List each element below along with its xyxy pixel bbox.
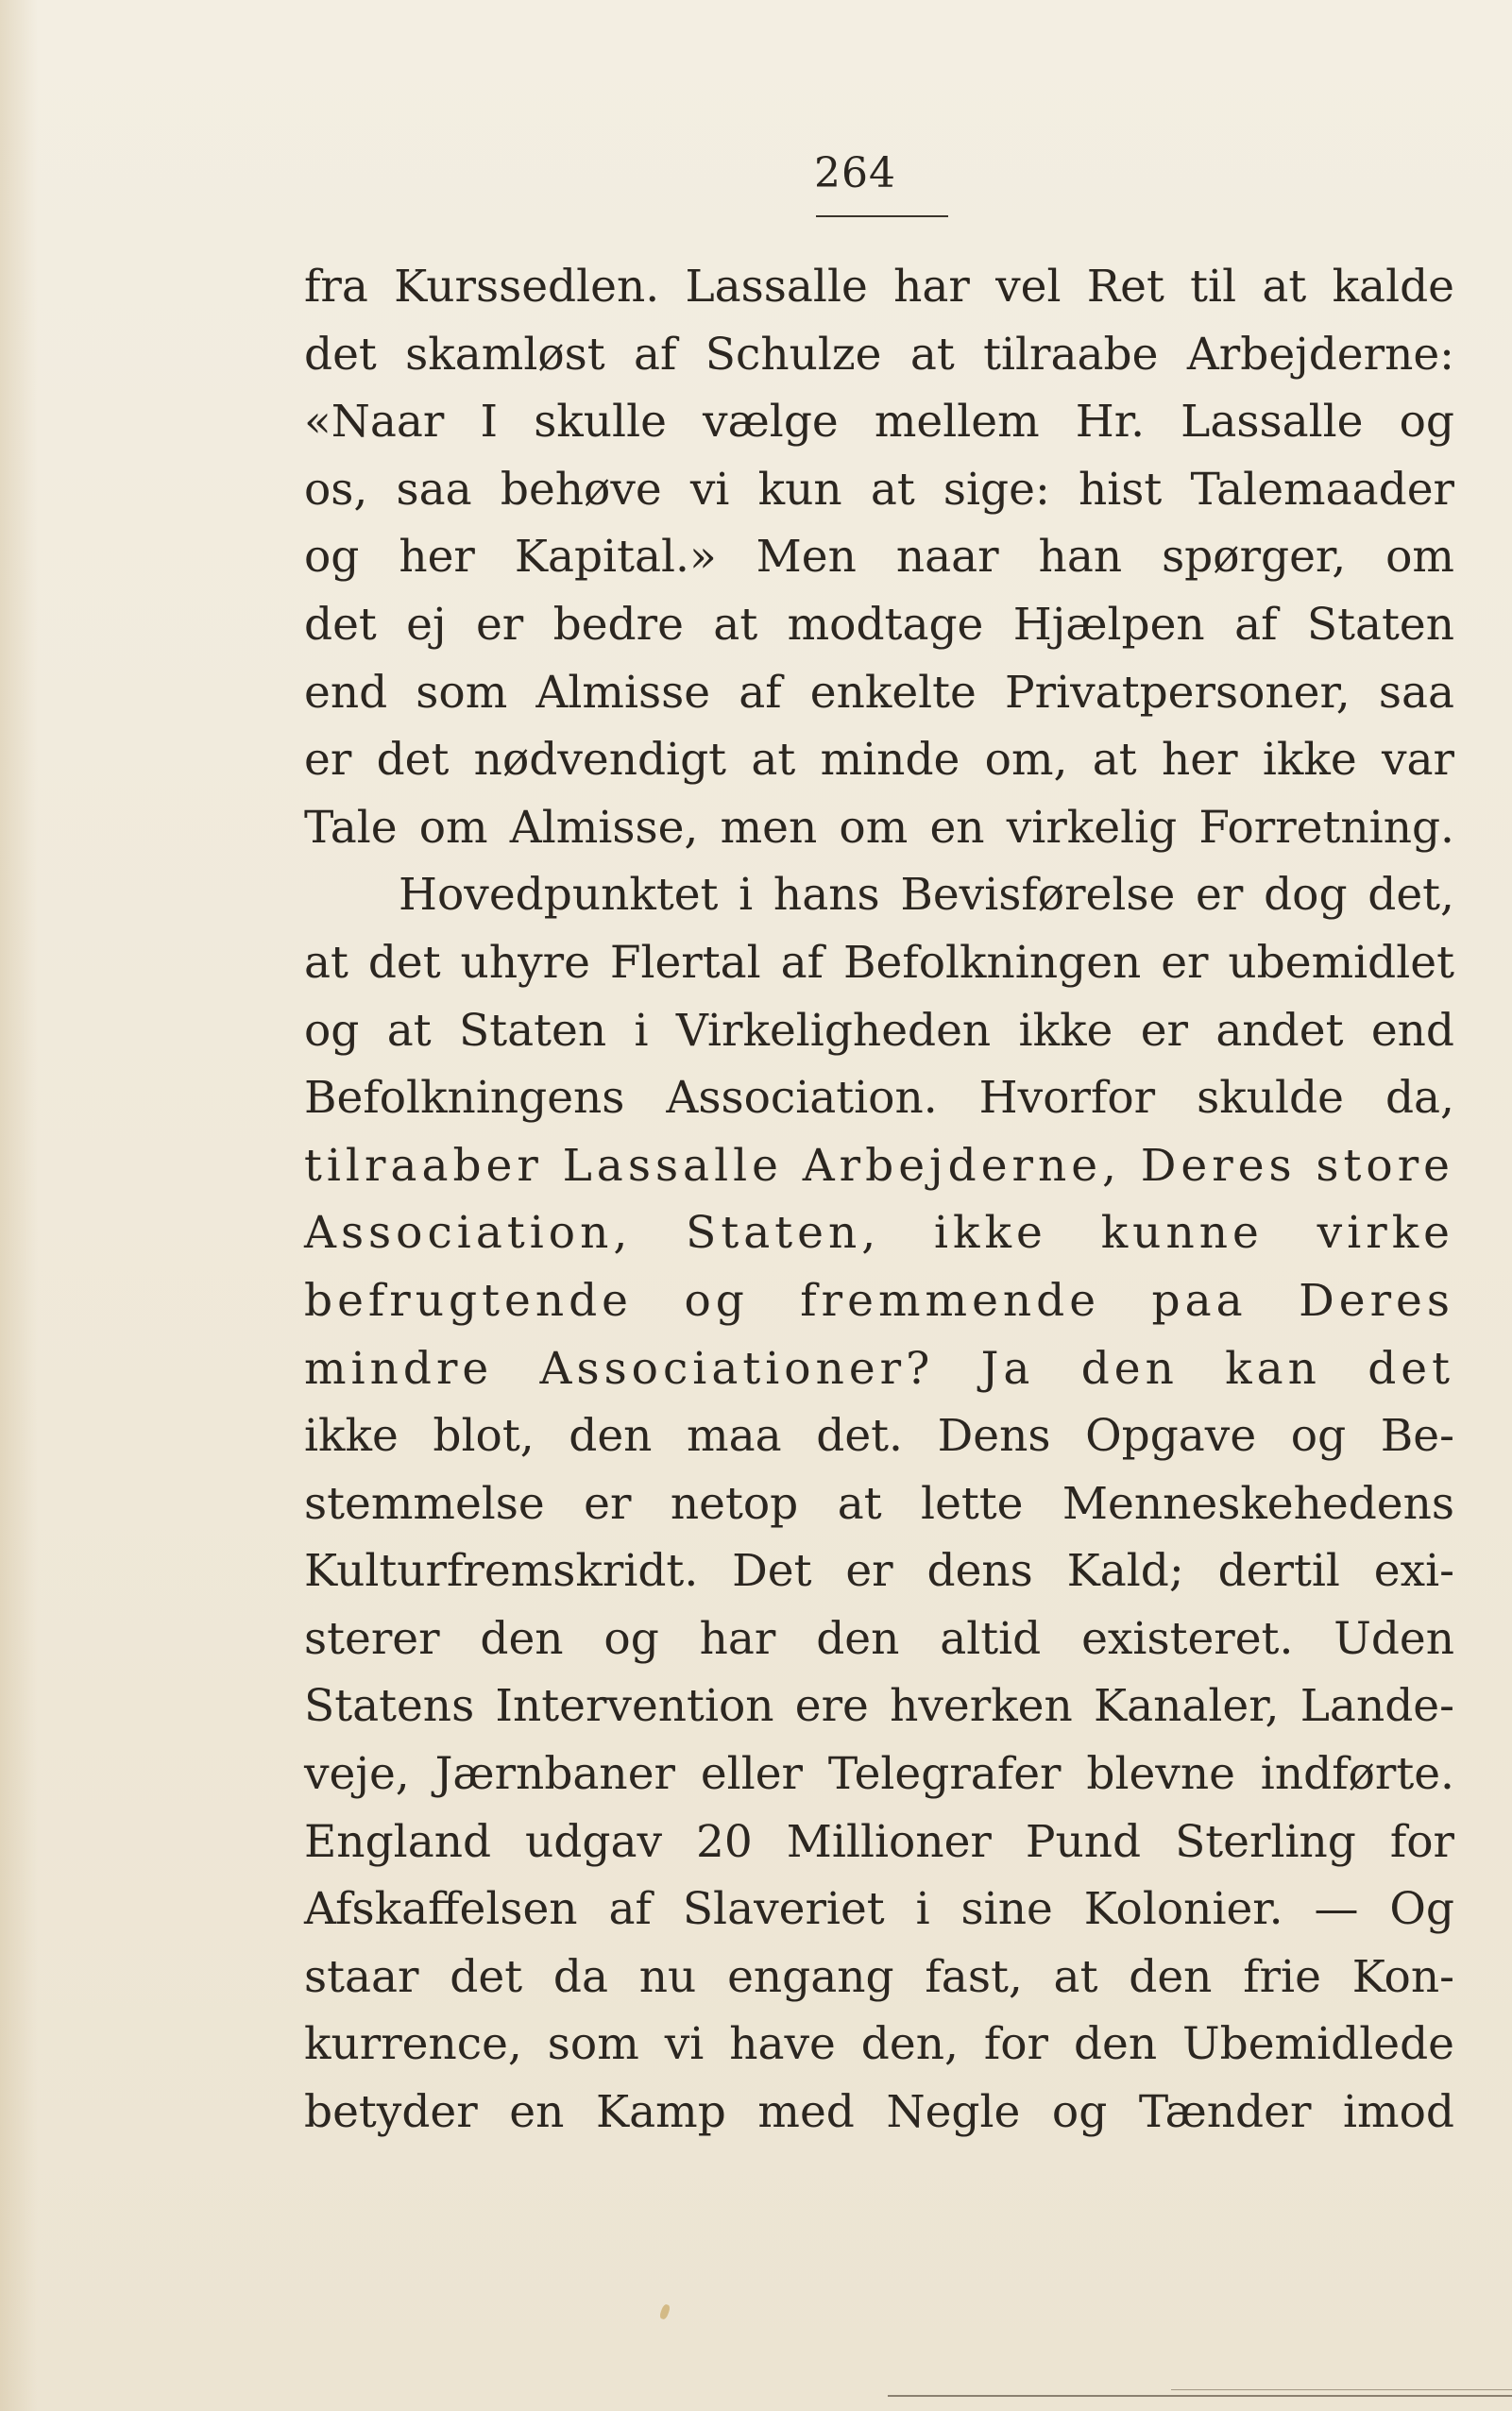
text-line: mindre Associationer? Ja den kan det xyxy=(304,1342,1454,1395)
text-line: Statens Intervention ere hverken Kanaler, Lande- xyxy=(304,1680,1454,1733)
text-line: end som Almisse af enkelte Privatpersoner, saa xyxy=(304,666,1454,719)
text-line: Afskaffelsen af Slaveriet i sine Kolonier. — Og xyxy=(304,1883,1454,1936)
page-number: 264 xyxy=(814,149,896,197)
text-line: stemmelse er netop at lette Menneskehedens xyxy=(304,1477,1454,1530)
text-line: betyder en Kamp med Negle og Tænder imod xyxy=(304,2086,1454,2139)
text-line: Tale om Almisse, men om en virkelig Forretning. xyxy=(304,801,1454,854)
text-line: Kulturfremskridt. Det er dens Kald; dertil exi- xyxy=(304,1545,1454,1598)
text-line: England udgav 20 Millioner Pund Sterling for xyxy=(304,1815,1454,1868)
text-line: tilraaber Lassalle Arbejderne, Deres store xyxy=(304,1139,1454,1192)
page-edge-line xyxy=(1171,2389,1512,2390)
text-line: veje, Jærnbaner eller Telegrafer blevne indførte. xyxy=(304,1748,1454,1801)
page-number-rule xyxy=(816,215,948,217)
text-line: ikke blot, den maa det. Dens Opgave og Be- xyxy=(304,1410,1454,1463)
text-line: «Naar I skulle vælge mellem Hr. Lassalle og xyxy=(304,396,1454,449)
text-line: og at Staten i Virkeligheden ikke er andet end xyxy=(304,1004,1454,1057)
text-line: Befolkningens Association. Hvorfor skulde da, xyxy=(304,1072,1454,1125)
text-line: det skamløst af Schulze at tilraabe Arbejderne: xyxy=(304,328,1454,381)
text-line: Hovedpunktet i hans Bevisførelse er dog det, xyxy=(399,869,1454,922)
text-line: kurrence, som vi have den, for den Ubemidlede xyxy=(304,2018,1454,2071)
text-line: befrugtende og fremmende paa Deres xyxy=(304,1274,1454,1327)
body-text xyxy=(304,253,1454,2147)
text-line: os, saa behøve vi kun at sige: hist Talemaader xyxy=(304,463,1454,516)
text-line: fra Kurssedlen. Lassalle har vel Ret til at kalde xyxy=(304,261,1454,313)
text-line: Association, Staten, ikke kunne virke xyxy=(304,1207,1454,1260)
text-line: det ej er bedre at modtage Hjælpen af Staten xyxy=(304,598,1454,651)
paper-speck xyxy=(659,2303,671,2320)
page-edge-line xyxy=(888,2395,1512,2397)
text-line: at det uhyre Flertal af Befolkningen er ubemidlet xyxy=(304,936,1454,989)
text-line: er det nødvendigt at minde om, at her ikke var xyxy=(304,734,1454,787)
text-line: sterer den og har den altid existeret. Uden xyxy=(304,1612,1454,1665)
text-line: staar det da nu engang fast, at den frie Kon- xyxy=(304,1950,1454,2003)
text-line: og her Kapital.» Men naar han spørger, om xyxy=(304,531,1454,584)
